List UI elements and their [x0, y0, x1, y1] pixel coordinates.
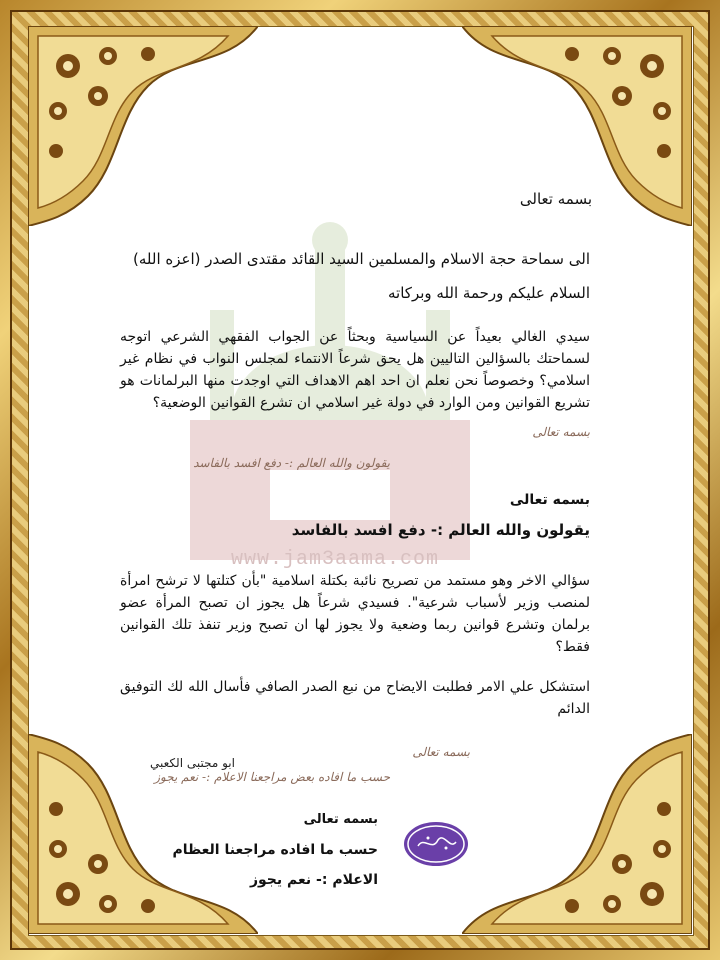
handwritten-answer-1: يقولون والله العالم :- دفع افسد بالفاسد: [193, 456, 390, 470]
answer-two-line-2: الاعلام :- نعم يجوز: [249, 872, 378, 888]
handwritten-answer-2: حسب ما افاده بعض مراجعنا الاعلام :- نعم يجوز: [154, 770, 390, 784]
answer-two-line-1: حسب ما افاده مراجعنا العظام: [172, 842, 378, 858]
watermark-url: www.jam3aama.com: [230, 548, 440, 571]
answer-one-basmala: بسمه تعالى: [509, 492, 590, 508]
answer-one: يقولون والله العالم :- دفع افسد بالفاسد: [291, 521, 590, 539]
letter-recipient: الى سماحة حجة الاسلام والمسلمين السيد القائد مقتدى الصدر (اعزه الله): [133, 250, 590, 268]
question-one: سيدي الغالي بعيداً عن السياسية وبحثاً عن الجواب الفقهي الشرعي اتوجه لسماحتك بالسؤالين التاليين هل يحق شرعاً الانتماء لمجلس النواب في نظام غير اسلامي؟ وخصوصاً نحن نعلم ان احد اهم الاهداف التي اوجدت منها البرلمانات هو تشريع القوانين ومن الوارد في دولة غير اسلامي ان تشرع القوانين الوضعية؟: [120, 329, 590, 411]
seal-stamp-icon: [404, 822, 468, 866]
letter-greeting: السلام عليكم ورحمة الله وبركاته: [388, 284, 590, 302]
handwritten-basmala-1: بسمه تعالى: [532, 425, 590, 439]
letter-author: ابو مجتبى الكعبي: [150, 756, 235, 770]
letter-closing: استشكل علي الامر فطلبت الايضاح من نبع الصدر الصافي فأسال الله لك التوفيق الدائم: [120, 679, 590, 717]
question-two: سؤالي الاخر وهو مستمد من تصريح نائبة بكتلة اسلامية "بأن كتلتها لا ترشح امرأة لمنصب وزير لأسباب شرعية". فسيدي شرعاً هل يجوز ان تصبح المرأة عضو برلمان وتشرع قوانين ربما وضعية ولا يجوز لها ان تصبح وزير تنفذ تلك القوانين فقط؟: [120, 573, 590, 655]
handwritten-basmala-2: بسمه تعالى: [412, 745, 470, 759]
answer-two-basmala: بسمه تعالى: [303, 812, 378, 827]
letter-basmala: بسمه تعالى: [519, 190, 592, 208]
ornament-corner-bottom-right: [462, 734, 692, 934]
